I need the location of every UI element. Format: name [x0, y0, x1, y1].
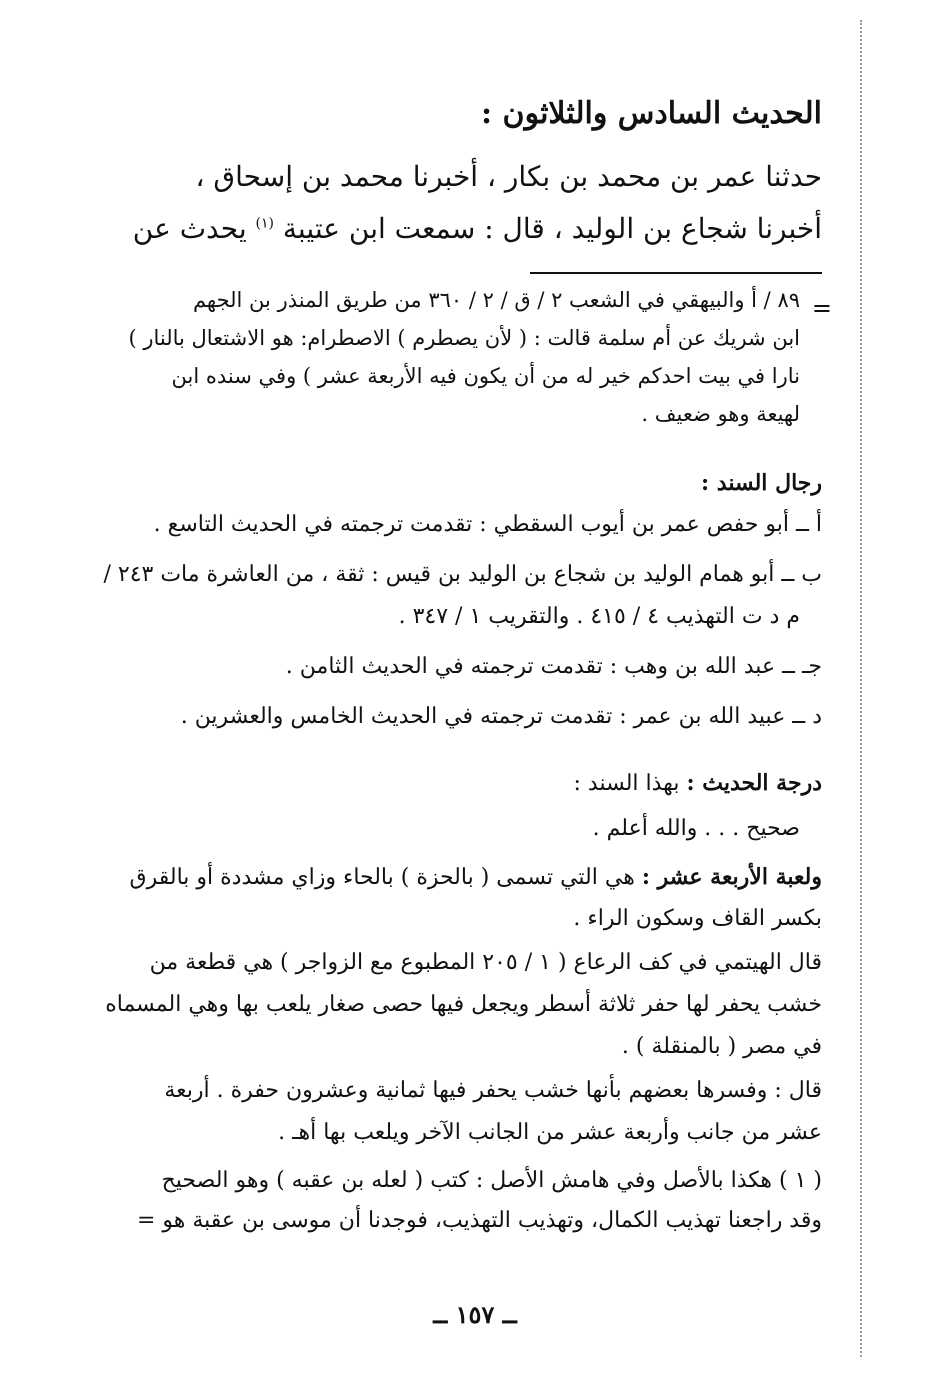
grade-title: درجة الحديث : — [686, 770, 822, 796]
grade-title-rest: بهذا السند : — [573, 771, 680, 796]
top-footnote-line-1: ٨٩ / أ والبيهقي في الشعب ٢ / ق / ٢ / ٣٦٠ من طريق المنذر بن الجهم — [192, 288, 800, 312]
narrator-b-line-1: ب ــ أبو همام الوليد بن شجاع بن الوليد بن قيس : ثقة ، من العاشرة مات ٢٤٣ / — [103, 562, 822, 587]
narrator-b-line-2: م د ت التهذيب ٤ / ٤١٥ . والتقريب ١ / ٣٤٧ . — [398, 604, 800, 629]
qala-line-1: قال : وفسرها بعضهم بأنها خشب يحفر فيها ثمانية وعشرون حفرة . أربعة — [164, 1078, 822, 1103]
haytami-line-1: قال الهيتمي في كف الرعاع ( ١ / ٢٠٥ المطبوع مع الزواجر ) هي قطعة من — [149, 950, 822, 975]
game-line-2: بكسر القاف وسكون الراء . — [573, 906, 822, 931]
top-footnote-line-4: لهيعة وهو ضعيف . — [641, 402, 800, 426]
narrator-c: جـ ــ عبد الله بن وهب : تقدمت ترجمته في الحديث الثامن . — [285, 654, 822, 679]
grade-text: صحيح . . . والله أعلم . — [592, 816, 800, 841]
narrators-title: رجال السند : — [701, 470, 822, 496]
grade-line — [574, 770, 823, 796]
narrator-d: د ــ عبيد الله بن عمر : تقدمت ترجمته في الحديث الخامس والعشرين . — [180, 704, 822, 729]
continuation-marker: = — [811, 294, 832, 322]
hadith-text-line-2 — [133, 212, 822, 245]
narrator-a: أ ــ أبو حفص عمر بن أيوب السقطي : تقدمت ترجمته في الحديث التاسع . — [153, 512, 822, 537]
margin-dotted-line — [860, 20, 862, 1357]
top-footnote-line-2: ابن شريك عن أم سلمة قالت : ( لأن يصطرم ) الاصطرام: هو الاشتعال بالنار ) — [128, 326, 800, 350]
qala-line-2: عشر من جانب وأربعة عشر من الجانب الآخر ويلعب بها أهـ . — [278, 1120, 822, 1145]
hadith-text-part-a: أخبرنا شجاع بن الوليد ، قال : سمعت ابن عتيبة — [282, 212, 822, 245]
hadith-text-part-b: يحدث عن — [132, 212, 247, 245]
haytami-line-3: في مصر ( بالمنقلة ) . — [621, 1034, 822, 1059]
page-number: ــ ١٥٧ ــ — [433, 1300, 517, 1329]
game-lead: ولعبة الأربعة عشر : — [641, 864, 822, 890]
footnote-separator — [530, 272, 822, 274]
hadith-text-line-1: حدثنا عمر بن محمد بن بكار ، أخبرنا محمد بن إسحاق ، — [195, 160, 822, 193]
top-footnote-line-3: نارا في بيت احدكم خير له من أن يكون فيه الأربعة عشر ) وفي سنده ابن — [171, 364, 800, 388]
hadith-heading: الحديث السادس والثلاثون : — [481, 96, 822, 131]
haytami-line-2: خشب يحفر لها حفر ثلاثة أسطر ويجعل فيها حصى صغار يلعب بها وهي المسماه — [105, 992, 822, 1017]
bottom-footnote-line-1: ( ١ ) هكذا بالأصل وفي هامش الأصل : كتب ( لعله بن عقبه ) وهو الصحيح — [161, 1168, 822, 1193]
game-line-1-text: هي التي تسمى ( بالحزة ) بالحاء وزاي مشددة أو بالقرق — [129, 865, 635, 890]
bottom-footnote-line-2: وقد راجعنا تهذيب الكمال، وتهذيب التهذيب، فوجدنا أن موسى بن عقبة هو = — [136, 1208, 822, 1233]
game-line-1 — [130, 864, 822, 890]
footnote-ref-1: (١) — [255, 215, 274, 232]
